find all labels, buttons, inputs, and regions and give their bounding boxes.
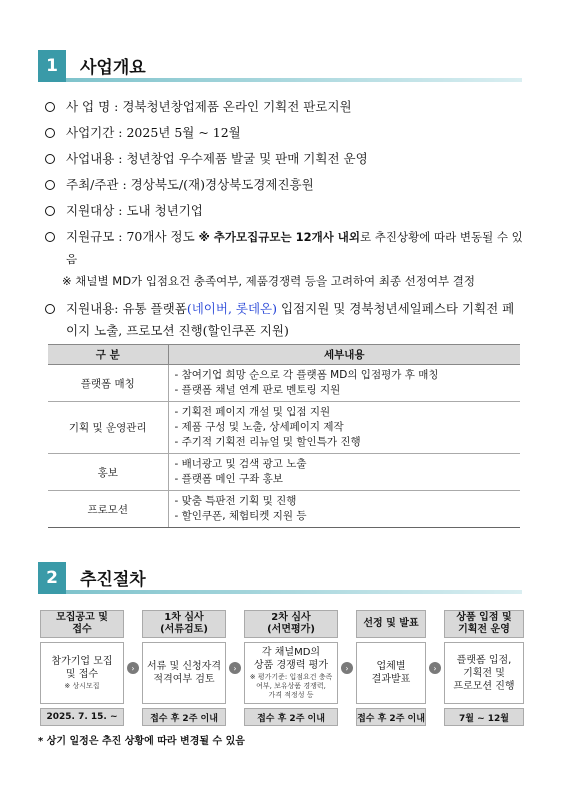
row-items: - 기획전 페이지 개설 및 입점 지원 - 제품 구성 및 노출, 상세페이지 제작 - 주기적 기획전 리뉴얼 및 할인특가 진행 (168, 402, 520, 454)
row-category: 홍보 (48, 454, 168, 491)
step-header: 2차 심사 (서면평가) (244, 610, 338, 638)
chevron-right-icon: › (341, 662, 353, 674)
support-detail-table (48, 344, 520, 528)
row-category: 기획 및 운영관리 (48, 402, 168, 454)
section-divider (66, 590, 522, 594)
overview-item: 지원규모 : 70개사 정도 ※ 추가모집규모는 12개사 내외로 추진상황에 따라 변동될 수 있음 (44, 224, 526, 270)
step-schedule: 2025. 7. 15. ~ (40, 708, 124, 726)
step-body: 참가기업 모집 및 접수 ※ 상시모집 (40, 642, 124, 704)
row-category: 플랫폼 매칭 (48, 365, 168, 402)
overview-item: 지원대상 : 도내 청년기업 (44, 198, 526, 224)
process-step (142, 610, 226, 726)
section-title: 사업개요 (80, 58, 146, 78)
overview-item: 사 업 명 : 경북청년창업제품 온라인 기획전 판로지원 (44, 94, 526, 120)
section-title: 추진절차 (80, 570, 146, 590)
section-divider (66, 78, 522, 82)
step-schedule: 접수 후 2주 이내 (142, 708, 226, 726)
step-schedule: 7월 ~ 12월 (444, 708, 524, 726)
step-header: 1차 심사 (서류검토) (142, 610, 226, 638)
row-items: - 맞춤 특판전 기획 및 진행 - 할인쿠폰, 체험티켓 지원 등 (168, 491, 520, 528)
circle-bullet-icon (45, 304, 55, 314)
table-row (48, 454, 520, 491)
section-1-header (38, 50, 522, 82)
chevron-right-icon: › (229, 662, 241, 674)
process-step (444, 610, 524, 726)
section-number: 1 (38, 50, 66, 82)
schedule-footnote: * 상기 일정은 추진 상황에 따라 변경될 수 있음 (38, 736, 245, 747)
process-step (244, 610, 338, 726)
overview-list (44, 94, 526, 342)
step-header: 상품 입점 및 기획전 운영 (444, 610, 524, 638)
circle-bullet-icon (45, 102, 55, 112)
step-schedule: 접수 후 2주 이내 (244, 708, 338, 726)
column-header: 구 분 (48, 345, 168, 365)
circle-bullet-icon (45, 128, 55, 138)
section-2-header (38, 562, 522, 594)
step-header: 모집공고 및 접수 (40, 610, 124, 638)
overview-item: 사업기간 : 2025년 5월 ~ 12월 (44, 120, 526, 146)
table-header-row (48, 345, 520, 365)
table-row (48, 402, 520, 454)
step-body: 각 채널MD의 상품 경쟁력 평가 ※ 평가기준: 입점요건 충족 여부, 보유상품 경쟁력, 가격 적정성 등 (244, 642, 338, 704)
step-schedule: 접수 후 2주 이내 (356, 708, 426, 726)
row-items: - 참여기업 희망 순으로 각 플랫폼 MD의 입점평가 후 매칭 - 플랫폼 채널 연계 판로 멘토링 지원 (168, 365, 520, 402)
circle-bullet-icon (45, 206, 55, 216)
table-row (48, 365, 520, 402)
section-number: 2 (38, 562, 66, 594)
step-body: 업체별 결과발표 (356, 642, 426, 704)
platform-names: (네이버, 롯데온) (186, 301, 277, 316)
step-header: 선정 및 발표 (356, 610, 426, 638)
circle-bullet-icon (45, 232, 55, 242)
circle-bullet-icon (45, 180, 55, 190)
overview-item: 지원내용: 유통 플랫폼(네이버, 롯데온) 입점지원 및 경북청년세일페스타 기획전 페이지 노출, 프로모션 진행(할인쿠폰 지원) (44, 296, 526, 342)
step-body: 플랫폼 입점, 기획전 및 프로모션 진행 (444, 642, 524, 704)
chevron-right-icon: › (429, 662, 441, 674)
selection-note: ※ 채널별 MD가 입점요건 충족여부, 제품경쟁력 등을 고려하여 최종 선정여부 결정 (62, 274, 475, 288)
step-body: 서류 및 신청자격 적격여부 검토 (142, 642, 226, 704)
table-row (48, 491, 520, 528)
row-items: - 배너광고 및 검색 광고 노출 - 플랫폼 메인 구좌 홍보 (168, 454, 520, 491)
chevron-right-icon: › (127, 662, 139, 674)
overview-item: 주최/주관 : 경상북도/(재)경상북도경제진흥원 (44, 172, 526, 198)
overview-item: 사업내용 : 청년창업 우수제품 발굴 및 판매 기획전 운영 (44, 146, 526, 172)
process-flow (40, 610, 524, 726)
column-header: 세부내용 (168, 345, 520, 365)
scale-note: ※ 추가모집규모는 12개사 내외 (198, 230, 361, 244)
process-step (40, 610, 124, 726)
process-step (356, 610, 426, 726)
row-category: 프로모션 (48, 491, 168, 528)
circle-bullet-icon (45, 154, 55, 164)
